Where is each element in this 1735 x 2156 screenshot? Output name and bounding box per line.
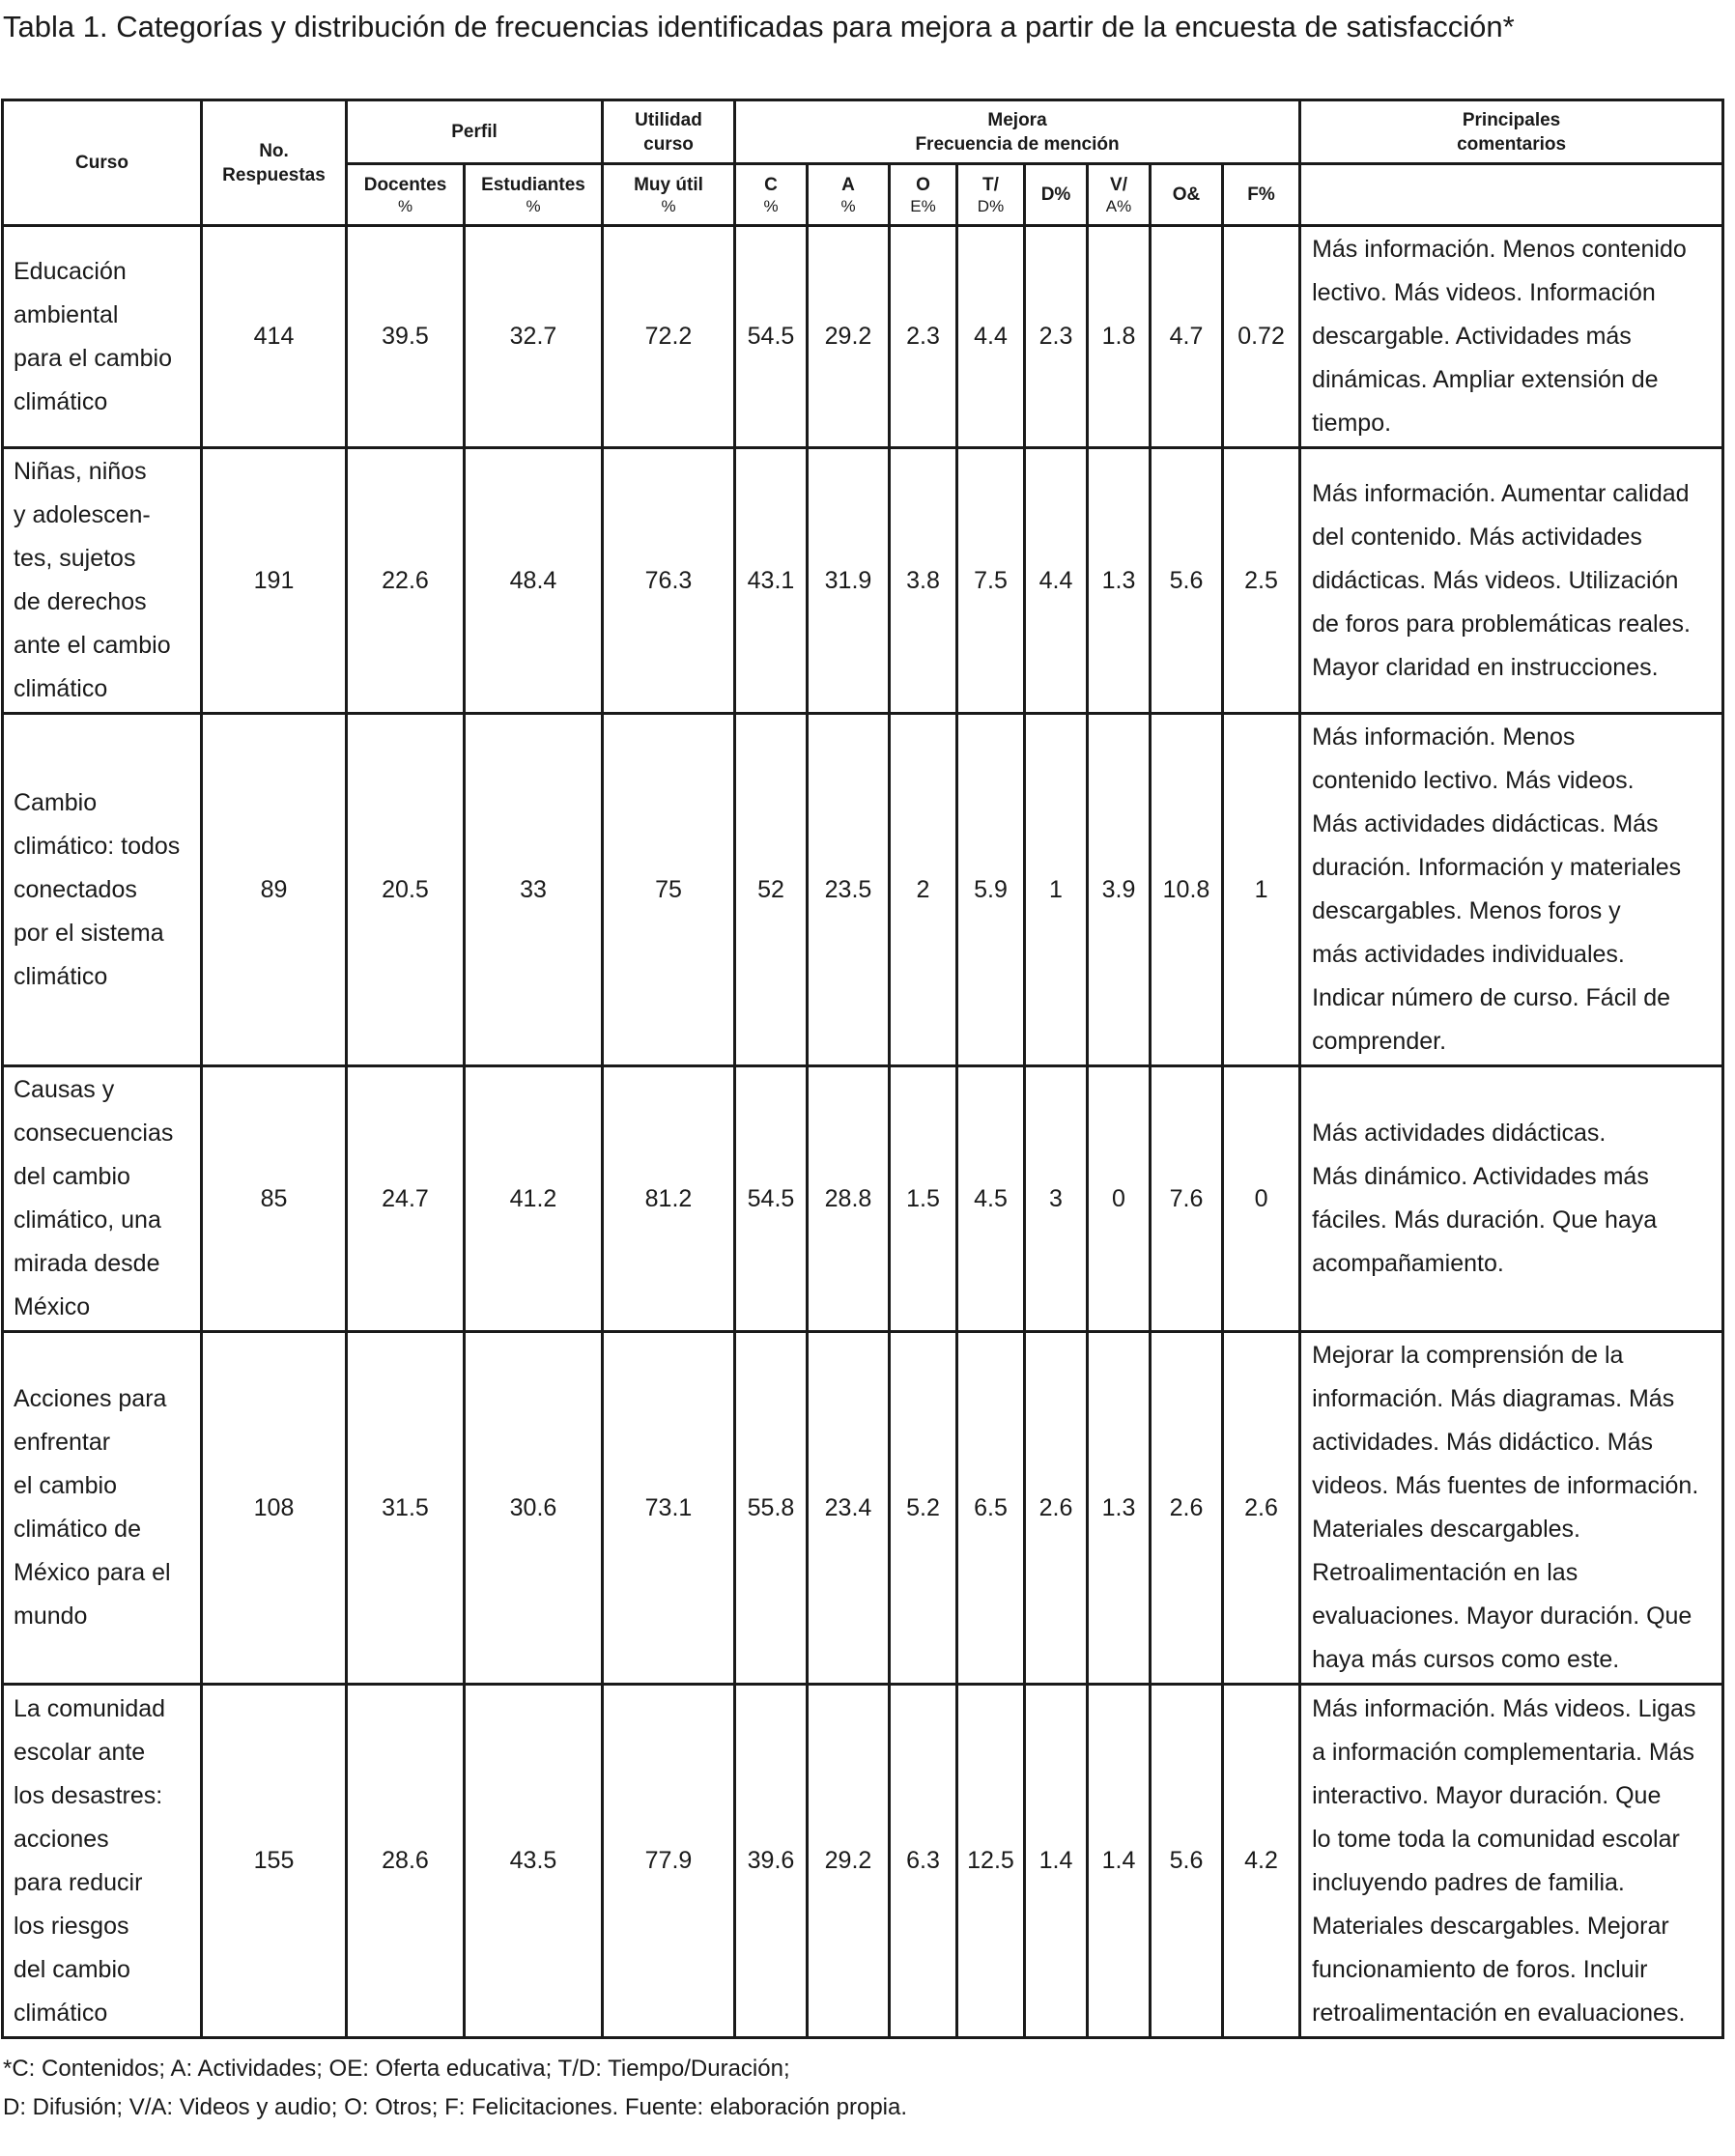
cell-o: 10.8: [1151, 714, 1223, 1066]
table-row: [3, 1066, 1723, 1332]
footnote: *C: Contenidos; A: Actividades; OE: Oferta educativa; T/D: Tiempo/Duración; D: Difusión; V/A: Videos y audio; O: Otros; F: Felicitaciones. Fuente: elaboración propia.: [3, 2056, 908, 2120]
cell-td: 12.5: [957, 1685, 1025, 2038]
cell-d: 4.4: [1025, 448, 1088, 714]
cell-docentes: 24.7: [347, 1066, 465, 1332]
table-title: Tabla 1. Categorías y distribución de frecuencias identificadas para mejora a partir de la encuesta de satisfacción*: [3, 10, 1515, 43]
header-utilidad: Utilidad curso: [603, 100, 735, 164]
cell-respuestas: 414: [202, 226, 347, 448]
header-va: V/ A%: [1088, 164, 1151, 226]
header-comentarios-sub: [1300, 164, 1723, 226]
cell-c: 39.6: [735, 1685, 808, 2038]
cell-comentarios: Más información. Menos contenido lectivo. Más videos. Más actividades didácticas. Más duración. Información y materiales descargables. Menos foros y más actividades individuales. Indicar número de curso. Fácil de comprender.: [1300, 714, 1723, 1066]
cell-td: 7.5: [957, 448, 1025, 714]
cell-curso: La comunidad escolar ante los desastres: acciones para reducir los riesgos del cambio climático: [3, 1685, 202, 2038]
cell-o: 2.6: [1151, 1332, 1223, 1685]
cell-muy-util: 73.1: [603, 1332, 735, 1685]
cell-estudiantes: 43.5: [465, 1685, 603, 2038]
header-docentes: Docentes %: [347, 164, 465, 226]
header-muy-util: Muy útil %: [603, 164, 735, 226]
cell-a: 28.8: [808, 1066, 890, 1332]
cell-curso: Causas y consecuencias del cambio climático, una mirada desde México: [3, 1066, 202, 1332]
cell-f: 0: [1223, 1066, 1300, 1332]
cell-estudiantes: 33: [465, 714, 603, 1066]
cell-estudiantes: 48.4: [465, 448, 603, 714]
cell-d: 2.6: [1025, 1332, 1088, 1685]
cell-a: 29.2: [808, 1685, 890, 2038]
cell-c: 54.5: [735, 1066, 808, 1332]
header-no-respuestas: No. Respuestas: [202, 100, 347, 226]
cell-a: 31.9: [808, 448, 890, 714]
cell-respuestas: 108: [202, 1332, 347, 1685]
cell-oe: 2: [890, 714, 957, 1066]
data-table: [1, 99, 1724, 2039]
header-d: D%: [1025, 164, 1088, 226]
cell-d: 2.3: [1025, 226, 1088, 448]
cell-docentes: 31.5: [347, 1332, 465, 1685]
cell-f: 1: [1223, 714, 1300, 1066]
cell-d: 1: [1025, 714, 1088, 1066]
cell-oe: 5.2: [890, 1332, 957, 1685]
cell-muy-util: 75: [603, 714, 735, 1066]
header-estudiantes: Estudiantes %: [465, 164, 603, 226]
cell-comentarios: Más actividades didácticas. Más dinámico. Actividades más fáciles. Más duración. Que haya acompañamiento.: [1300, 1066, 1723, 1332]
cell-respuestas: 85: [202, 1066, 347, 1332]
cell-va: 3.9: [1088, 714, 1151, 1066]
cell-va: 1.3: [1088, 1332, 1151, 1685]
cell-docentes: 20.5: [347, 714, 465, 1066]
cell-muy-util: 72.2: [603, 226, 735, 448]
cell-f: 4.2: [1223, 1685, 1300, 2038]
cell-muy-util: 76.3: [603, 448, 735, 714]
cell-c: 43.1: [735, 448, 808, 714]
header-a: A %: [808, 164, 890, 226]
cell-oe: 1.5: [890, 1066, 957, 1332]
cell-a: 23.5: [808, 714, 890, 1066]
cell-curso: Acciones para enfrentar el cambio climático de México para el mundo: [3, 1332, 202, 1685]
cell-td: 6.5: [957, 1332, 1025, 1685]
table-row: [3, 448, 1723, 714]
table-row: [3, 226, 1723, 448]
cell-estudiantes: 30.6: [465, 1332, 603, 1685]
table-row: [3, 714, 1723, 1066]
cell-o: 7.6: [1151, 1066, 1223, 1332]
cell-va: 1.8: [1088, 226, 1151, 448]
cell-a: 29.2: [808, 226, 890, 448]
cell-d: 3: [1025, 1066, 1088, 1332]
header-td: T/ D%: [957, 164, 1025, 226]
cell-va: 1.4: [1088, 1685, 1151, 2038]
cell-curso: Educación ambiental para el cambio climático: [3, 226, 202, 448]
cell-respuestas: 191: [202, 448, 347, 714]
header-comentarios: Principales comentarios: [1300, 100, 1723, 164]
cell-o: 4.7: [1151, 226, 1223, 448]
cell-va: 1.3: [1088, 448, 1151, 714]
cell-docentes: 22.6: [347, 448, 465, 714]
cell-curso: Niñas, niños y adolescen- tes, sujetos de derechos ante el cambio climático: [3, 448, 202, 714]
header-c: C %: [735, 164, 808, 226]
cell-d: 1.4: [1025, 1685, 1088, 2038]
cell-td: 4.5: [957, 1066, 1025, 1332]
header-perfil: Perfil: [347, 100, 603, 164]
table-row: [3, 1685, 1723, 2038]
cell-f: 0.72: [1223, 226, 1300, 448]
cell-oe: 2.3: [890, 226, 957, 448]
cell-comentarios: Mejorar la comprensión de la información. Más diagramas. Más actividades. Más didáctico. Más videos. Más fuentes de información. Materiales descargables. Retroalimentación en las evaluaciones. Mayor duración. Que haya más cursos como este.: [1300, 1332, 1723, 1685]
cell-docentes: 39.5: [347, 226, 465, 448]
cell-c: 55.8: [735, 1332, 808, 1685]
cell-c: 54.5: [735, 226, 808, 448]
cell-a: 23.4: [808, 1332, 890, 1685]
cell-comentarios: Más información. Más videos. Ligas a información complementaria. Más interactivo. Mayor duración. Que lo tome toda la comunidad escolar incluyendo padres de familia. Materiales descargables. Mejorar funcionamiento de foros. Incluir retroalimentación en evaluaciones.: [1300, 1685, 1723, 2038]
cell-c: 52: [735, 714, 808, 1066]
cell-f: 2.5: [1223, 448, 1300, 714]
cell-estudiantes: 32.7: [465, 226, 603, 448]
cell-muy-util: 81.2: [603, 1066, 735, 1332]
cell-docentes: 28.6: [347, 1685, 465, 2038]
header-oe: O E%: [890, 164, 957, 226]
cell-o: 5.6: [1151, 448, 1223, 714]
cell-comentarios: Más información. Aumentar calidad del contenido. Más actividades didácticas. Más videos. Utilización de foros para problemáticas reales. Mayor claridad en instrucciones.: [1300, 448, 1723, 714]
cell-td: 5.9: [957, 714, 1025, 1066]
header-f: F%: [1223, 164, 1300, 226]
cell-estudiantes: 41.2: [465, 1066, 603, 1332]
header-mejora: Mejora Frecuencia de mención: [735, 100, 1300, 164]
cell-comentarios: Más información. Menos contenido lectivo. Más videos. Información descargable. Actividades más dinámicas. Ampliar extensión de tiempo.: [1300, 226, 1723, 448]
cell-td: 4.4: [957, 226, 1025, 448]
header-o: O&: [1151, 164, 1223, 226]
cell-respuestas: 155: [202, 1685, 347, 2038]
cell-oe: 3.8: [890, 448, 957, 714]
cell-f: 2.6: [1223, 1332, 1300, 1685]
cell-o: 5.6: [1151, 1685, 1223, 2038]
header-curso: Curso: [3, 100, 202, 226]
cell-muy-util: 77.9: [603, 1685, 735, 2038]
table-row: [3, 1332, 1723, 1685]
cell-va: 0: [1088, 1066, 1151, 1332]
cell-curso: Cambio climático: todos conectados por el sistema climático: [3, 714, 202, 1066]
cell-oe: 6.3: [890, 1685, 957, 2038]
cell-respuestas: 89: [202, 714, 347, 1066]
